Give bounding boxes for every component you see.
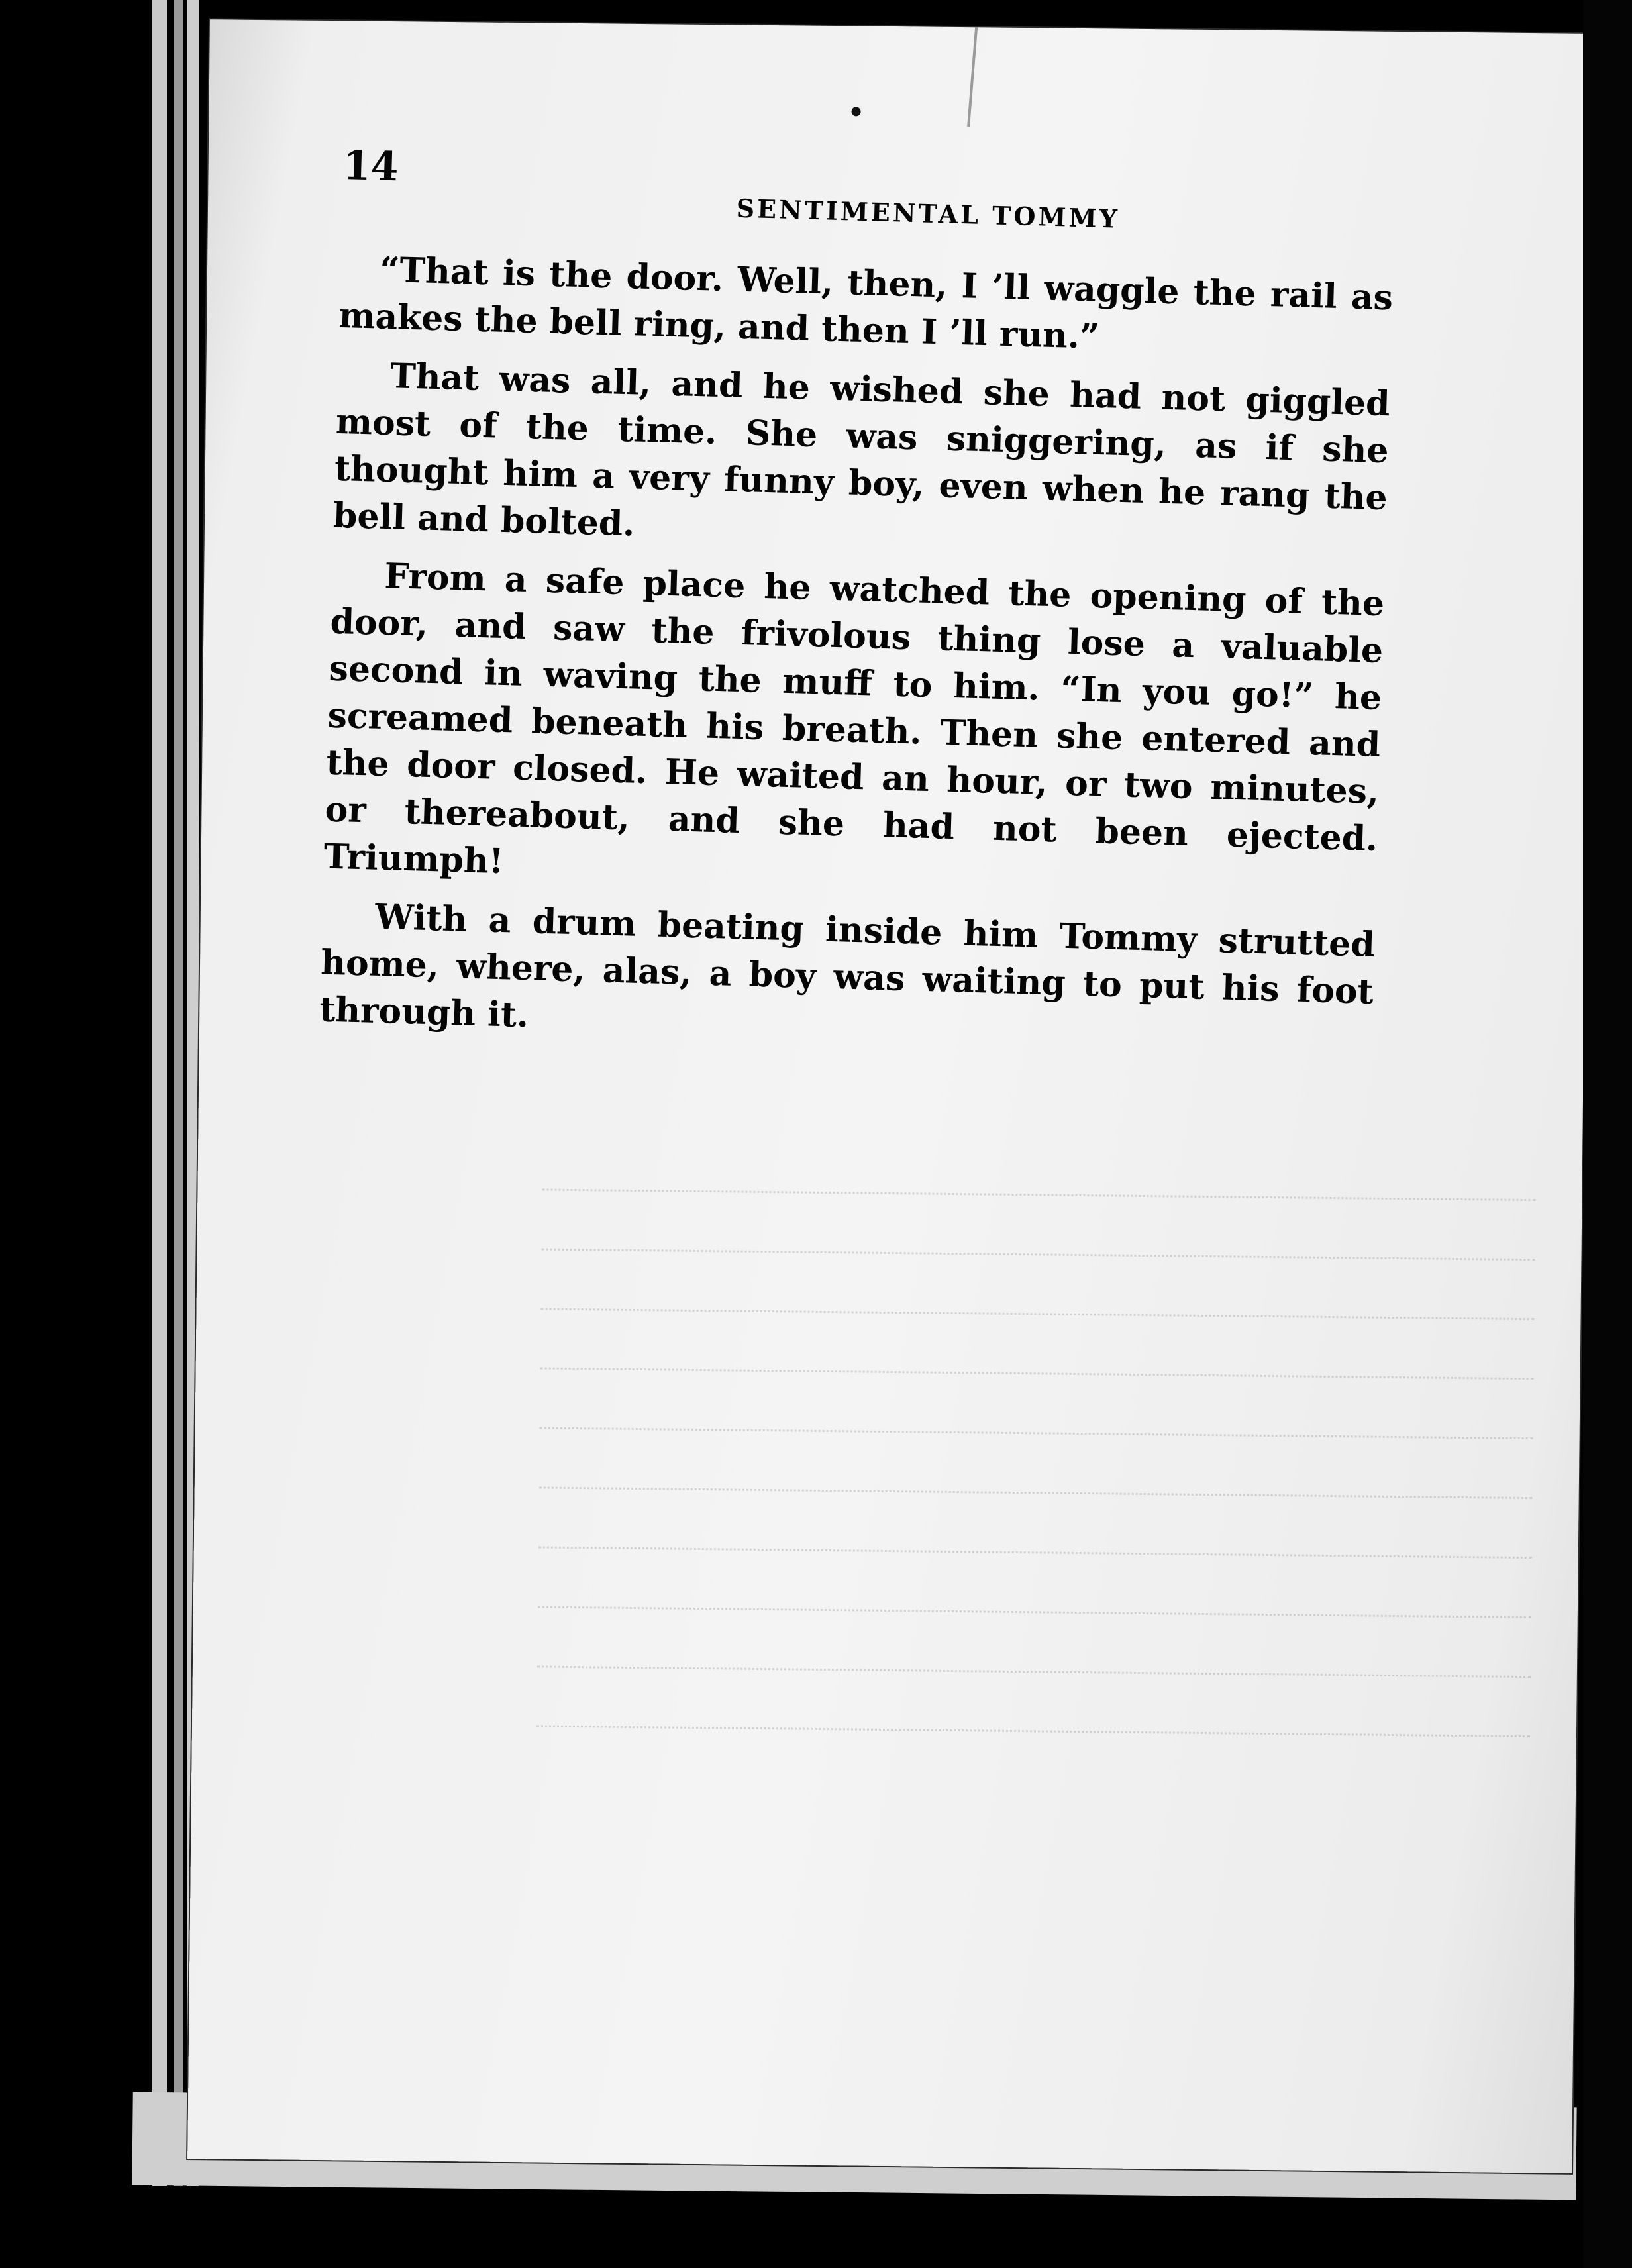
- bleed-through-line: [539, 1486, 1533, 1512]
- dark-scan-margin: [1583, 0, 1632, 2268]
- bleed-through-line: [538, 1606, 1531, 1631]
- ink-speck: [851, 107, 860, 116]
- paper-crease: [967, 27, 978, 127]
- bleed-through-line: [536, 1725, 1530, 1751]
- paragraph: With a drum beating inside him Tommy strutted home, where, alas, a boy was waiting to put his foot through it.: [319, 896, 1376, 1036]
- book-binding-edge: [174, 0, 183, 2186]
- book-binding-edge: [152, 0, 167, 2186]
- page-number: 14: [342, 142, 399, 191]
- bleed-through-line: [542, 1188, 1535, 1214]
- bleed-through-line: [538, 1546, 1532, 1572]
- running-head: SENTIMENTAL TOMMY: [736, 193, 1121, 234]
- paragraph: That was all, and he wished she had not giggled most of the time. She was sniggering, as if she thought him a very funny boy, even when he rang the bell and bolted.: [332, 356, 1391, 544]
- paragraph: From a safe place he watched the opening of the door, and saw the frivolous thing lose a valuable second in waving the muff to him. “In you go!” he screamed beneath his breath. Then she entered and the door closed. He waited an hour, or two minutes, or thereabout, and she had not been ejected. Triumph!: [323, 555, 1385, 882]
- paragraph: “That is the door. Well, then, I ’ll waggle the rail as makes the bell ring, and then I ’ll run.”: [338, 249, 1394, 357]
- bleed-through-line: [540, 1308, 1534, 1333]
- bleed-through-line: [541, 1248, 1535, 1274]
- body-text: [319, 245, 1394, 1074]
- bleed-through-line: [537, 1665, 1531, 1691]
- bleed-through-line: [539, 1427, 1533, 1453]
- bleed-through-line: [540, 1367, 1533, 1393]
